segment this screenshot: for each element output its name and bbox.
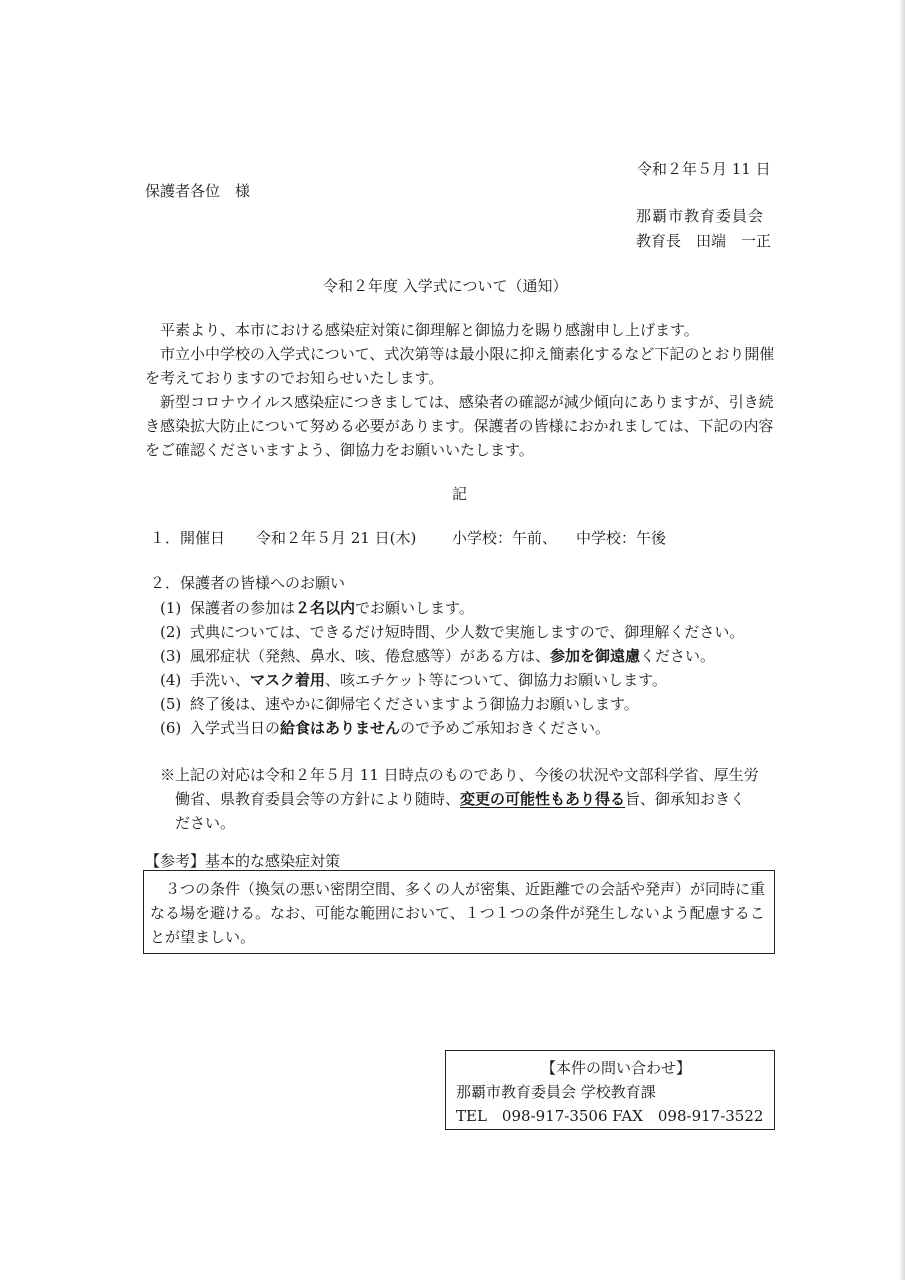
contact-heading: 【本件の問い合わせ】 <box>541 1059 692 1077</box>
section1-elementary: 小学校：午前、 <box>452 529 558 547</box>
item-number: (3) <box>160 647 182 665</box>
item-number: (1) <box>160 599 182 617</box>
ki-heading: 記 <box>452 485 468 503</box>
scan-edge-shadow <box>899 0 905 1280</box>
request-item: (6) 入学式当日の給食はありませんので予めご承知おきください。 <box>160 719 611 737</box>
reference-text: ３つの条件（換気の悪い密閉空間、多くの人が密集、近距離での会話や発声）が同時に重なる場を避ける。なお、可能な範囲において、１つ１つの条件が発生しないよう配慮することが望ましい。 <box>150 880 766 946</box>
change-possible-emphasis: 変更の可能性もあり得る <box>460 790 626 808</box>
body-text <box>145 318 775 462</box>
contact-dept: 那覇市教育委員会 学校教育課 <box>456 1083 656 1101</box>
contact-box <box>445 1050 775 1130</box>
note-line-1: ※上記の対応は令和２年５月 11 日時点のものであり、今後の状況や文部科学省、厚生労 <box>160 766 759 784</box>
sender-person: 教育長 田端 一正 <box>636 232 772 250</box>
section2-heading: ２．保護者の皆様へのお願い <box>150 574 346 592</box>
request-item: (1) 保護者の参加は２名以内でお願いします。 <box>160 599 474 617</box>
recipient: 保護者各位 様 <box>145 182 251 200</box>
section1-label: １．開催日 <box>150 529 226 547</box>
section1-date: 令和２年５月 21 日(木) <box>256 529 417 547</box>
note <box>160 763 759 835</box>
note-line-2: 働省、県教育委員会等の方針により随時、変更の可能性もあり得る旨、御承知おきく <box>175 790 746 808</box>
request-item: (5) 終了後は、速やかに御帰宅くださいますよう御協力お願いします。 <box>160 695 639 713</box>
item-number: (5) <box>160 695 182 713</box>
request-item: (2) 式典については、できるだけ短時間、少人数で実施しますので、御理解ください。 <box>160 623 745 641</box>
request-item: (4) 手洗い、マスク着用、咳エチケット等について、御協力お願いします。 <box>160 671 667 689</box>
reference-heading: 【参考】基本的な感染症対策 <box>145 852 341 870</box>
sender-org: 那覇市教育委員会 <box>636 207 765 225</box>
body-paragraph: 市立小中学校の入学式について、式次第等は最小限に抑え簡素化するなど下記のとおり開催を考えておりますのでお知らせいたします。 <box>145 345 775 387</box>
item-number: (2) <box>160 623 182 641</box>
body-paragraph: 平素より、本市における感染症対策に御理解と御協力を賜り感謝申し上げます。 <box>160 321 699 339</box>
item-number: (6) <box>160 719 182 737</box>
reference-box <box>143 870 775 954</box>
item-number: (4) <box>160 671 182 689</box>
document-date: 令和２年５月 11 日 <box>637 160 771 178</box>
body-paragraph: 新型コロナウイルス感染症につきましては、感染者の確認が減少傾向にありますが、引き続き感染拡大防止について努める必要があります。保護者の皆様におかれましては、下記の内容をご確認くださいますよう、御協力をお願いいたします。 <box>145 393 774 459</box>
note-line-3: ださい。 <box>175 814 236 832</box>
section1-junior-high: 中学校：午後 <box>576 529 667 547</box>
document-title: 令和２年度 入学式について（通知） <box>323 277 568 295</box>
request-item: (3) 風邪症状（発熱、鼻水、咳、倦怠感等）がある方は、参加を御遠慮ください。 <box>160 647 716 665</box>
contact-tel-fax: TEL 098-917-3506 FAX 098-917-3522 <box>456 1107 764 1125</box>
